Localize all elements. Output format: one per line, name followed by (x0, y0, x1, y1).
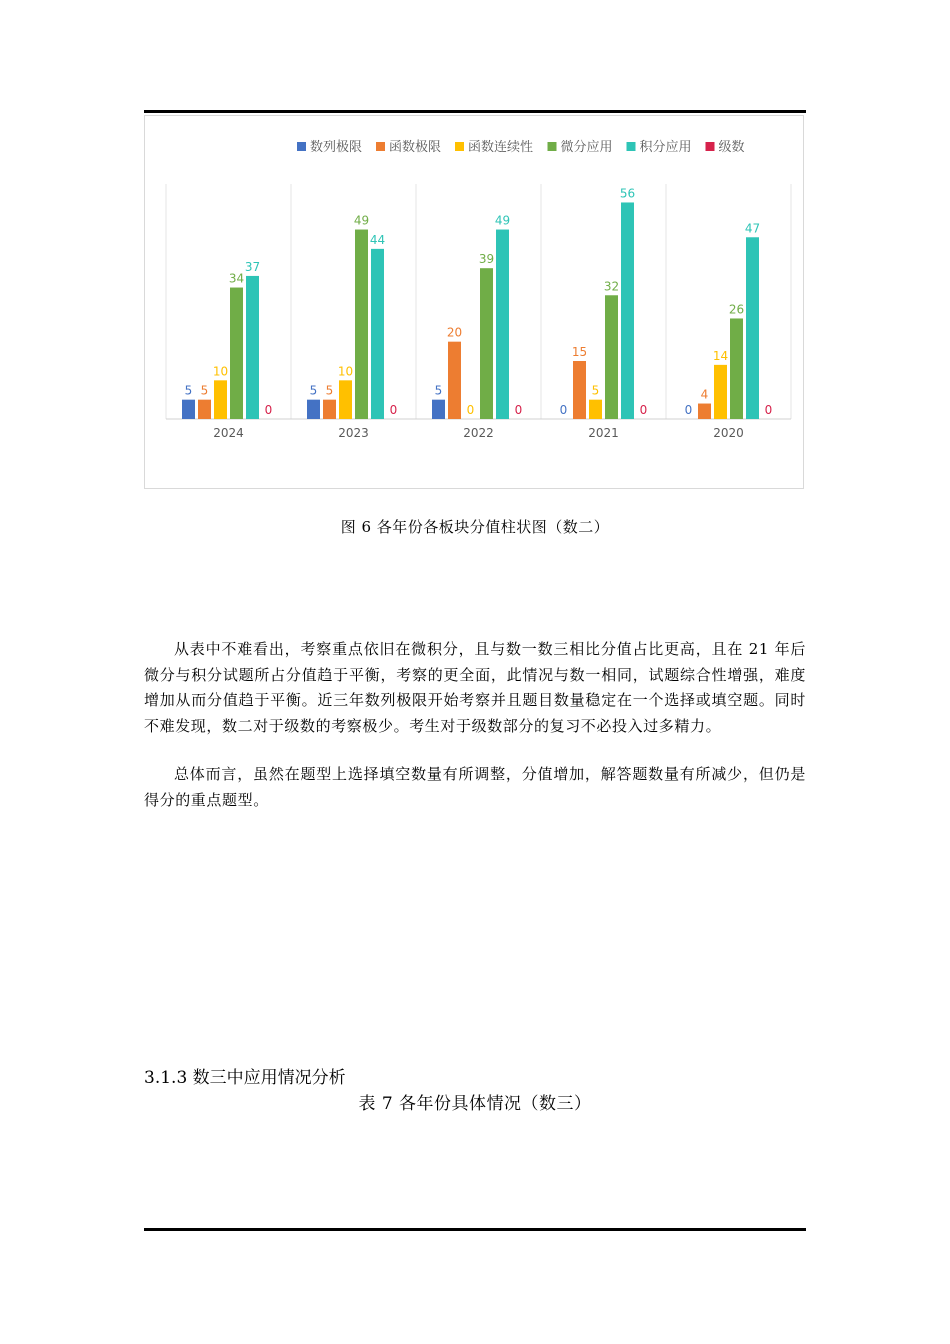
data-label: 0 (684, 403, 693, 417)
bar (589, 400, 602, 419)
data-label: 5 (591, 383, 600, 398)
legend-swatch (376, 142, 385, 151)
header-rule (144, 110, 806, 113)
data-label: 5 (200, 383, 209, 398)
data-label: 56 (619, 186, 636, 201)
x-tick-label: 2020 (713, 426, 744, 440)
data-label: 4 (700, 387, 709, 402)
bar (605, 295, 618, 419)
bar (480, 268, 493, 419)
legend-swatch (627, 142, 636, 151)
data-label: 0 (466, 403, 475, 417)
bar (621, 202, 634, 419)
section-heading: 3.1.3 数三中应用情况分析 (144, 1068, 346, 1088)
paragraph-1: 从表中不难看出，考察重点依旧在微积分，且与数一数三相比分值占比更高，且在 21 年后微分与积分试题所占分值趋于平衡，考察的更全面，此情况与数一相同，试题综合性增强，难度增加从而分值趋于平衡。近三年数列极限开始考察并且题目数量稳定在一个选择或填空题。同时不难发现，数二对于级数的考察极少。考生对于级数部分的复习不必投入过多精力。 (144, 640, 806, 735)
bar-chart (145, 116, 805, 490)
bar (198, 400, 211, 419)
data-label: 0 (639, 403, 648, 417)
data-label: 49 (353, 213, 370, 228)
paragraph-2: 总体而言，虽然在题型上选择填空数量有所调整，分值增加，解答题数量有所减少，但仍是得分的重点题型。 (144, 765, 806, 809)
legend-label: 函数极限 (389, 140, 442, 155)
data-label: 20 (446, 325, 463, 340)
legend-label: 微分应用 (560, 140, 613, 155)
data-label: 10 (212, 364, 229, 379)
data-label: 34 (228, 271, 245, 286)
data-label: 32 (603, 279, 620, 294)
data-label: 49 (494, 213, 511, 228)
data-label: 5 (325, 383, 334, 398)
legend-label: 级数 (718, 140, 745, 155)
legend-label: 函数连续性 (468, 140, 534, 155)
data-label: 0 (264, 403, 273, 417)
bar (448, 342, 461, 419)
x-tick-label: 2024 (213, 426, 244, 440)
bar (573, 361, 586, 419)
bar (746, 237, 759, 419)
figure-caption: 图 6 各年份各板块分值柱状图（数二） (340, 518, 610, 536)
bar (339, 380, 352, 419)
legend-label: 数列极限 (310, 140, 363, 155)
data-label: 10 (337, 364, 354, 379)
legend-swatch (297, 142, 306, 151)
bar (214, 380, 227, 419)
x-tick-label: 2023 (338, 426, 369, 440)
chart-frame (144, 115, 804, 489)
x-tick-label: 2021 (588, 426, 619, 440)
data-label: 5 (309, 383, 318, 398)
bar (432, 400, 445, 419)
data-label: 39 (478, 252, 495, 267)
bar (246, 276, 259, 419)
legend-swatch (548, 142, 557, 151)
data-label: 0 (514, 403, 523, 417)
bar (182, 400, 195, 419)
data-label: 0 (764, 403, 773, 417)
legend-label: 积分应用 (639, 140, 692, 155)
bar (496, 230, 509, 419)
data-label: 5 (184, 383, 193, 398)
bar (730, 318, 743, 419)
bar (323, 400, 336, 419)
bar (230, 288, 243, 419)
data-label: 14 (712, 348, 729, 363)
data-label: 47 (744, 221, 761, 236)
x-tick-label: 2022 (463, 426, 494, 440)
legend-swatch (455, 142, 464, 151)
data-label: 0 (389, 403, 398, 417)
bar (307, 400, 320, 419)
bar (371, 249, 384, 419)
bar (714, 365, 727, 419)
data-label: 0 (559, 403, 568, 417)
bar (355, 230, 368, 419)
data-label: 26 (728, 302, 745, 317)
data-label: 44 (369, 232, 386, 247)
data-label: 37 (244, 259, 261, 274)
footer-rule (144, 1228, 806, 1231)
legend-swatch (706, 142, 715, 151)
data-label: 15 (571, 345, 588, 359)
table-caption: 表 7 各年份具体情况（数三） (358, 1094, 592, 1114)
bar (698, 404, 711, 419)
data-label: 5 (434, 383, 443, 398)
